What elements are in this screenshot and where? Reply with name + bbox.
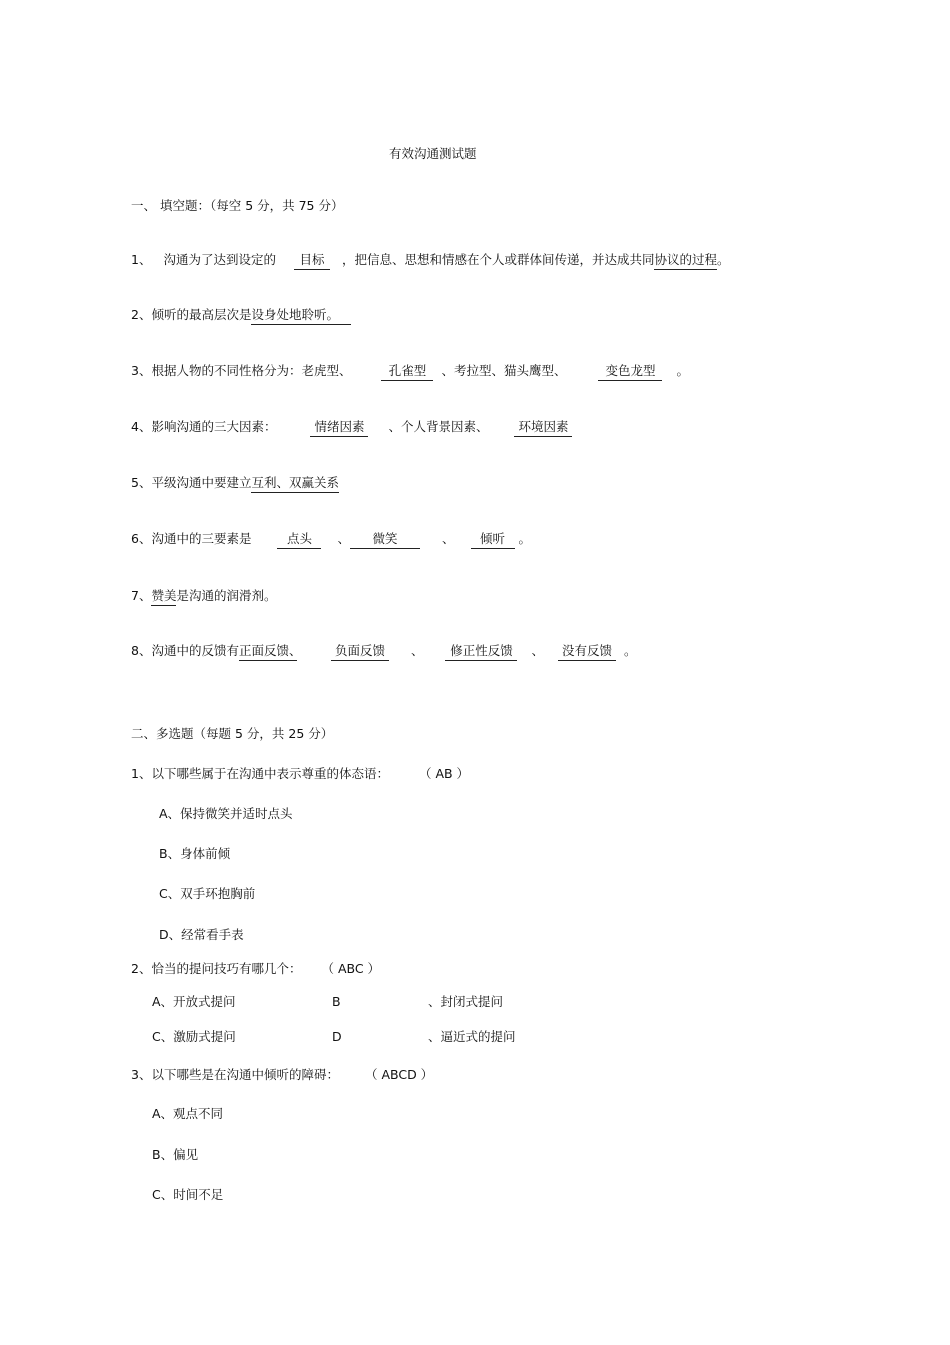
q1-answer-1: 目标: [294, 252, 330, 270]
mc-question-1: [131, 766, 469, 782]
section2-heading: 二、多选题（每题 5 分，共 25 分）: [131, 726, 334, 741]
mc2-option-b-letter: B: [332, 994, 341, 1009]
mc2-option-c: C、激励式提问: [152, 1029, 236, 1044]
q8-answer-2: 负面反馈: [331, 643, 389, 661]
mc2-answer: （ ABC ）: [321, 961, 381, 976]
fill-question-7: [131, 588, 276, 606]
q4-text-mid: 、个人背景因素、: [388, 419, 489, 434]
fill-question-1: [131, 252, 730, 270]
q3-answer-2: 变色龙型: [598, 363, 662, 381]
page-title: 有效沟通测试题: [389, 146, 477, 161]
q2-text-pre: 2、倾听的最高层次是: [131, 307, 252, 322]
mc3-text: 3、以下哪些是在沟通中倾听的障碍：: [131, 1067, 339, 1082]
mc2-text: 2、恰当的提问技巧有哪几个：: [131, 961, 302, 976]
q8-answer-3: 修正性反馈: [445, 643, 517, 661]
q1-number: 1、: [131, 252, 152, 267]
mc-question-3: [131, 1067, 433, 1083]
mc3-answer: （ ABCD ）: [364, 1067, 434, 1082]
q4-answer-1: 情绪因素: [310, 419, 368, 437]
q1-text-end: 。: [717, 252, 730, 267]
q8-text-pre: 8、沟通中的反馈有: [131, 643, 239, 658]
fill-question-4: [131, 419, 572, 437]
q7-text-end: 是沟通的润滑剂。: [176, 588, 277, 603]
q5-text-pre: 5、平级沟通中要建立: [131, 475, 252, 490]
fill-question-2: [131, 307, 351, 325]
fill-question-6: [131, 531, 531, 549]
mc1-answer: （ AB ）: [418, 766, 470, 781]
q2-answer-1: 设身处地聆听。: [251, 307, 351, 325]
fill-question-8: [131, 643, 637, 661]
mc1-option-b: B、身体前倾: [159, 846, 231, 861]
q8-sep-3: 、: [531, 643, 544, 658]
q3-text-pre: 3、根据人物的不同性格分为：老虎型、: [131, 363, 352, 378]
q1-text-mid: ，把信息、思想和情感在个人或群体间传递，并达成共同: [341, 252, 655, 267]
q6-sep-1: 、: [337, 531, 350, 546]
mc2-option-a: A、开放式提问: [152, 994, 236, 1009]
q7-answer-1: 赞美: [151, 588, 176, 606]
q3-text-mid: 、考拉型、猫头鹰型、: [441, 363, 567, 378]
q8-answer-4: 没有反馈: [558, 643, 616, 661]
q6-answer-3: 倾听: [471, 531, 515, 549]
q8-sep-2: 、: [410, 643, 424, 658]
q6-answer-2: 微笑: [350, 531, 420, 549]
mc2-option-d-text: 、逼近式的提问: [428, 1029, 516, 1044]
mc3-option-a: A、观点不同: [152, 1106, 224, 1121]
q4-text-pre: 4、影响沟通的三大因素：: [131, 419, 277, 434]
section1-heading: 一、 填空题：（每空 5 分，共 75 分）: [131, 198, 344, 213]
mc1-option-d: D、经常看手表: [159, 927, 244, 942]
q4-answer-2: 环境因素: [514, 419, 572, 437]
q3-text-end: 。: [676, 363, 689, 378]
mc1-option-a: A、保持微笑并适时点头: [159, 806, 293, 821]
fill-question-5: [131, 475, 339, 493]
mc2-option-d-letter: D: [332, 1029, 342, 1044]
fill-question-3: [131, 363, 689, 381]
q7-text-pre: 7、: [131, 588, 152, 603]
mc2-option-b-text: 、封闭式提问: [428, 994, 504, 1009]
q6-sep-2: 、: [441, 531, 455, 546]
mc-question-2: [131, 961, 380, 977]
mc1-text: 1、以下哪些属于在沟通中表示尊重的体态语：: [131, 766, 389, 781]
q1-answer-2: 协议的过程: [654, 252, 717, 270]
mc3-option-c: C、时间不足: [152, 1187, 224, 1202]
q8-answer-1: 正面反馈、: [239, 643, 297, 661]
q5-answer-1: 互利、双赢关系: [251, 475, 339, 493]
q8-text-end: 。: [624, 643, 637, 658]
q1-text-pre: 沟通为了达到设定的: [163, 252, 276, 267]
q3-answer-1: 孔雀型: [381, 363, 433, 381]
q6-answer-1: 点头: [277, 531, 321, 549]
q6-text-end: 。: [518, 531, 532, 546]
mc3-option-b: B、偏见: [152, 1147, 199, 1162]
q6-text-pre: 6、沟通中的三要素是: [131, 531, 252, 546]
mc1-option-c: C、双手环抱胸前: [159, 886, 256, 901]
